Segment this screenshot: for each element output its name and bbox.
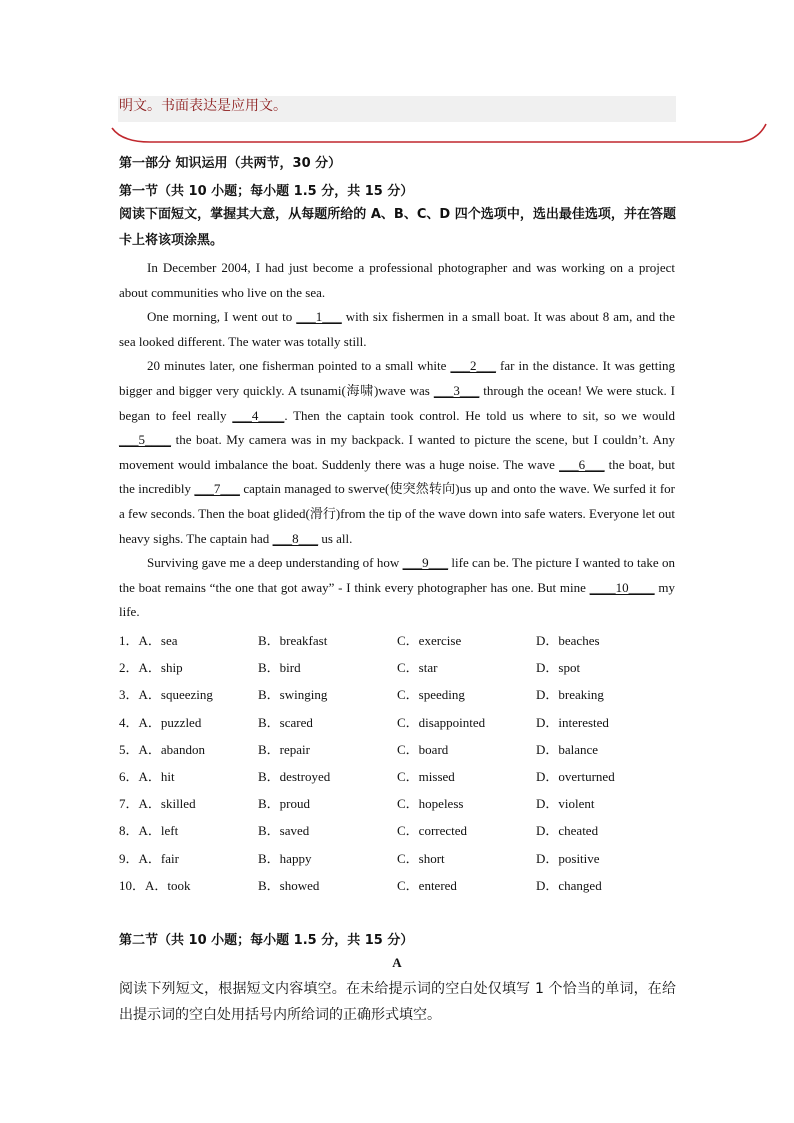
option-row: 10．A．took B．showed C．entered D．changed bbox=[119, 877, 602, 893]
section1-title: 第一节（共 10 小题；每小题 1.5 分，共 15 分） bbox=[119, 184, 414, 199]
blank-8: ___8___ bbox=[272, 530, 319, 546]
option-row: 4．A．puzzled B．scared C．disappointed D．interested bbox=[119, 714, 609, 730]
blank-6: ___6___ bbox=[559, 456, 605, 472]
option-row: 8．A．left B．saved C．corrected D．cheated bbox=[119, 823, 599, 839]
blank-10: ____10____ bbox=[589, 579, 655, 595]
passage-paragraph-1: In December 2004, I had just become a professional photographer and was working on a project about communities who live on the sea. bbox=[119, 260, 675, 300]
section1-instruction: 阅读下面短文，掌握其大意，从每题所给的 A、B、C、D 四个选项中，选出最佳选项，并在答题卡上将该项涂黑。 bbox=[119, 207, 676, 248]
option-row: 5．A．abandon B．repair C．board D．balance bbox=[119, 741, 599, 757]
blank-5: ___5____ bbox=[119, 432, 171, 448]
option-row: 6．A．hit B．destroyed C．missed D．overturned bbox=[119, 768, 615, 784]
passage-paragraph-2: One morning, I went out to ___1___ with six fishermen in a small boat. It was about 8 am, and the sea looked different. The water was totally still. bbox=[119, 309, 675, 349]
section2-title: 第二节（共 10 小题；每小题 1.5 分，共 15 分） bbox=[119, 933, 414, 948]
option-row: 7．A．skilled B．proud C．hopeless D．violent bbox=[119, 796, 595, 812]
top-note: 明文。书面表达是应用文。 bbox=[119, 98, 287, 114]
option-row: 2．A．ship B．bird C．star D．spot bbox=[119, 660, 581, 676]
section2-instruction: 阅读下列短文，根据短文内容填空。在未给提示词的空白处仅填写 1 个恰当的单词，在给出提示词的空白处用括号内所给词的正确形式填空。 bbox=[119, 981, 676, 1023]
section2-letter: A bbox=[392, 955, 402, 970]
answer-options bbox=[119, 630, 679, 902]
passage-paragraph-3: 20 minutes later, one fisherman pointed to a small white ___2___ far in the distance. It was getting bigger and bigger very quickly. A tsunami(海啸)wave was ___3___ through the ocean! We were stuck. I began to feel really ___4____. Then the captain took control. He told us where to sit, so we would ___5____ the boat. My camera was in my backpack. I wanted to picture the scene, but I couldn’t. Any movement would imbalance the boat. Suddenly there was a huge noise. The wave ___6___ the boat, but the incredibly ___7___ captain managed to swerve(使突然转向)us up and onto the wave. We surfed it for a few seconds. Then the boat glided(滑行)from the tip of the wave down into safe waters. Everyone let out heavy sighs. The captain had ___8___ us all. bbox=[119, 358, 675, 546]
blank-1: ___1___ bbox=[296, 309, 342, 325]
passage-paragraph-4: Surviving gave me a deep understanding of how ___9___ life can be. The picture I wanted to take on the boat remains “the one that got away” - I think every photographer has one. But mine ____10____ my life. bbox=[119, 555, 675, 620]
blank-7: ___7___ bbox=[194, 481, 240, 497]
option-row: 3．A．squeezing B．swinging C．speeding D．breaking bbox=[119, 687, 604, 703]
option-row: 9．A．fair B．happy C．short D．positive bbox=[119, 850, 600, 866]
part1-title: 第一部分 知识运用（共两节，30 分） bbox=[119, 156, 342, 171]
option-row: 1．A．sea B．breakfast C．exercise D．beaches bbox=[119, 633, 600, 648]
cloze-passage bbox=[119, 256, 675, 625]
red-swoosh-decoration bbox=[0, 0, 794, 160]
blank-9: ___9___ bbox=[402, 555, 449, 571]
blank-2: ___2___ bbox=[450, 358, 496, 374]
blank-3: ___3___ bbox=[433, 382, 480, 398]
blank-4: ___4____ bbox=[232, 407, 285, 423]
